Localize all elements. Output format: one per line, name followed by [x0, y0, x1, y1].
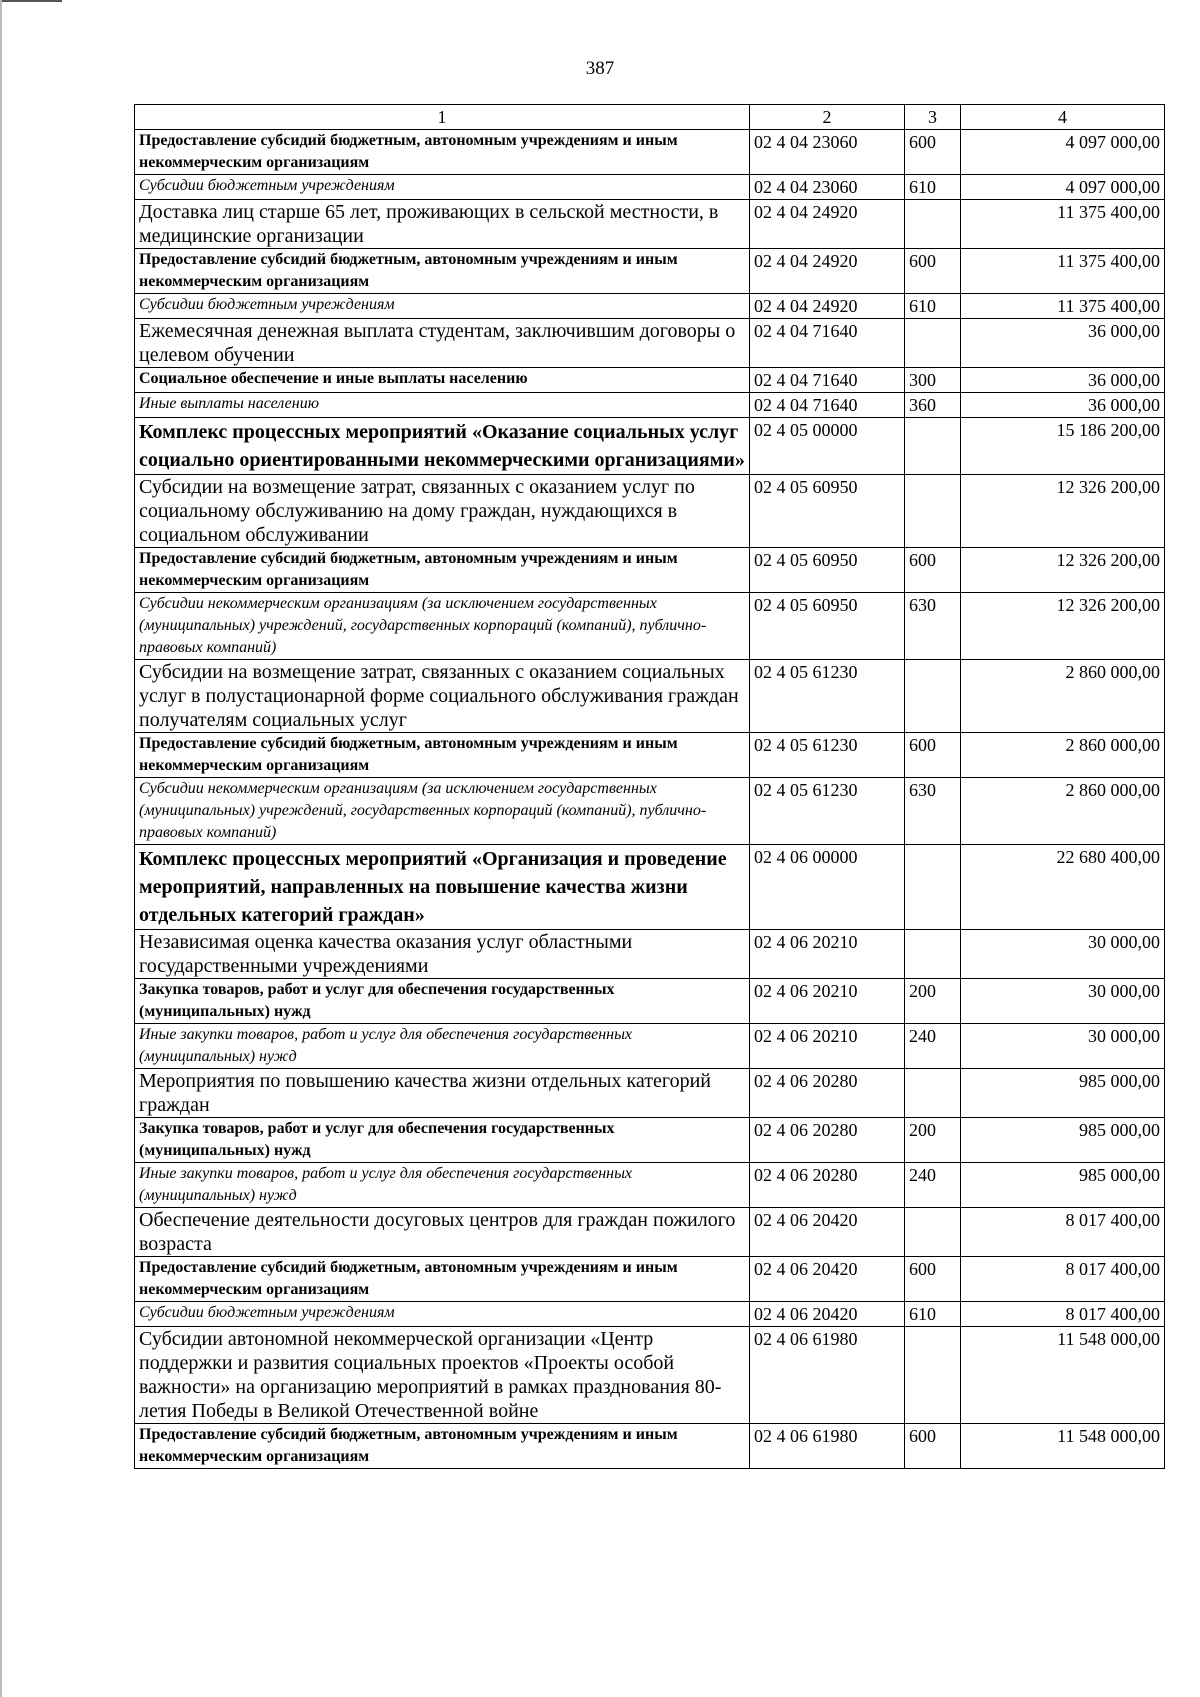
row-amount: 30 000,00 [961, 930, 1165, 979]
row-amount: 11 548 000,00 [961, 1424, 1165, 1469]
table-row [135, 660, 1165, 733]
row-amount: 12 326 200,00 [961, 593, 1165, 660]
table-row [135, 845, 1165, 930]
row-target-code: 02 4 04 71640 [750, 319, 905, 368]
row-amount: 11 548 000,00 [961, 1327, 1165, 1424]
row-expense-type: 600 [905, 1424, 961, 1469]
row-expense-type: 600 [905, 733, 961, 778]
table-row [135, 1069, 1165, 1118]
row-expense-type [905, 1327, 961, 1424]
row-amount: 4 097 000,00 [961, 175, 1165, 200]
row-amount: 15 186 200,00 [961, 418, 1165, 475]
row-description: Субсидии бюджетным учреждениям [135, 1302, 750, 1327]
row-amount: 2 860 000,00 [961, 778, 1165, 845]
row-target-code: 02 4 06 20210 [750, 979, 905, 1024]
page-number: 387 [585, 58, 615, 79]
scan-edge-left [0, 0, 2, 1697]
table-row [135, 1302, 1165, 1327]
row-description: Предоставление субсидий бюджетным, автономным учреждениям и иным некоммерческим организациям [135, 1257, 750, 1302]
row-amount: 4 097 000,00 [961, 130, 1165, 175]
row-description: Обеспечение деятельности досуговых центров для граждан пожилого возраста [135, 1208, 750, 1257]
column-header: 3 [905, 105, 961, 130]
table-row [135, 733, 1165, 778]
row-expense-type: 300 [905, 368, 961, 393]
row-amount: 11 375 400,00 [961, 200, 1165, 249]
row-target-code: 02 4 04 24920 [750, 200, 905, 249]
row-expense-type: 610 [905, 1302, 961, 1327]
column-header-row [135, 105, 1165, 130]
row-amount: 2 860 000,00 [961, 660, 1165, 733]
table-row [135, 175, 1165, 200]
column-header: 1 [135, 105, 750, 130]
row-description: Иные закупки товаров, работ и услуг для обеспечения государственных (муниципальных) нужд [135, 1024, 750, 1069]
table-row [135, 475, 1165, 548]
row-amount: 22 680 400,00 [961, 845, 1165, 930]
row-target-code: 02 4 06 20280 [750, 1069, 905, 1118]
row-expense-type: 610 [905, 175, 961, 200]
row-amount: 36 000,00 [961, 368, 1165, 393]
column-header: 4 [961, 105, 1165, 130]
row-description: Комплекс процессных мероприятий «Организация и проведение мероприятий, направленных на повышение качества жизни отдельных категорий граждан» [135, 845, 750, 930]
row-target-code: 02 4 06 20420 [750, 1257, 905, 1302]
row-description: Социальное обеспечение и иные выплаты населению [135, 368, 750, 393]
row-expense-type [905, 319, 961, 368]
row-description: Ежемесячная денежная выплата студентам, заключившим договоры о целевом обучении [135, 319, 750, 368]
row-target-code: 02 4 06 20280 [750, 1118, 905, 1163]
row-target-code: 02 4 04 71640 [750, 393, 905, 418]
row-amount: 8 017 400,00 [961, 1208, 1165, 1257]
row-target-code: 02 4 05 61230 [750, 733, 905, 778]
row-target-code: 02 4 06 20280 [750, 1163, 905, 1208]
row-amount: 11 375 400,00 [961, 294, 1165, 319]
row-amount: 8 017 400,00 [961, 1302, 1165, 1327]
row-description: Субсидии на возмещение затрат, связанных с оказанием услуг по социальному обслуживанию на дому граждан, нуждающихся в социальном обслуживании [135, 475, 750, 548]
row-target-code: 02 4 04 23060 [750, 175, 905, 200]
table-row [135, 1424, 1165, 1469]
row-amount: 11 375 400,00 [961, 249, 1165, 294]
row-description: Мероприятия по повышению качества жизни отдельных категорий граждан [135, 1069, 750, 1118]
row-description: Комплекс процессных мероприятий «Оказание социальных услуг социально ориентированными некоммерческими организациями» [135, 418, 750, 475]
row-description: Субсидии на возмещение затрат, связанных с оказанием социальных услуг в полустационарной форме социального обслуживания граждан получателям социальных услуг [135, 660, 750, 733]
table-row [135, 249, 1165, 294]
table-row [135, 1118, 1165, 1163]
scan-edge-top [0, 0, 62, 2]
row-target-code: 02 4 06 20210 [750, 930, 905, 979]
row-amount: 985 000,00 [961, 1163, 1165, 1208]
row-description: Субсидии бюджетным учреждениям [135, 175, 750, 200]
row-target-code: 02 4 04 24920 [750, 294, 905, 319]
row-expense-type: 240 [905, 1163, 961, 1208]
row-expense-type: 240 [905, 1024, 961, 1069]
row-amount: 12 326 200,00 [961, 548, 1165, 593]
row-target-code: 02 4 05 60950 [750, 475, 905, 548]
row-target-code: 02 4 05 61230 [750, 778, 905, 845]
row-expense-type [905, 200, 961, 249]
row-target-code: 02 4 06 20420 [750, 1302, 905, 1327]
row-expense-type: 600 [905, 130, 961, 175]
row-description: Субсидии некоммерческим организациям (за исключением государственных (муниципальных) учреждений, государственных корпораций (компаний), публично-правовых компаний) [135, 778, 750, 845]
row-description: Предоставление субсидий бюджетным, автономным учреждениям и иным некоммерческим организациям [135, 548, 750, 593]
row-expense-type [905, 1208, 961, 1257]
row-target-code: 02 4 06 61980 [750, 1327, 905, 1424]
row-description: Предоставление субсидий бюджетным, автономным учреждениям и иным некоммерческим организациям [135, 733, 750, 778]
row-expense-type [905, 475, 961, 548]
table-row [135, 1024, 1165, 1069]
row-description: Иные закупки товаров, работ и услуг для обеспечения государственных (муниципальных) нужд [135, 1163, 750, 1208]
row-amount: 8 017 400,00 [961, 1257, 1165, 1302]
table-row [135, 778, 1165, 845]
table-row [135, 294, 1165, 319]
row-description: Предоставление субсидий бюджетным, автономным учреждениям и иным некоммерческим организациям [135, 130, 750, 175]
row-expense-type [905, 845, 961, 930]
row-expense-type: 630 [905, 593, 961, 660]
row-description: Закупка товаров, работ и услуг для обеспечения государственных (муниципальных) нужд [135, 1118, 750, 1163]
row-expense-type: 600 [905, 1257, 961, 1302]
table-row [135, 319, 1165, 368]
table-row [135, 1163, 1165, 1208]
budget-table [134, 104, 1165, 1469]
row-target-code: 02 4 05 60950 [750, 593, 905, 660]
row-amount: 985 000,00 [961, 1118, 1165, 1163]
row-target-code: 02 4 06 20420 [750, 1208, 905, 1257]
row-amount: 36 000,00 [961, 319, 1165, 368]
table-row [135, 593, 1165, 660]
row-description: Субсидии бюджетным учреждениям [135, 294, 750, 319]
table-row [135, 1208, 1165, 1257]
table-row [135, 130, 1165, 175]
row-amount: 30 000,00 [961, 1024, 1165, 1069]
row-description: Независимая оценка качества оказания услуг областными государственными учреждениями [135, 930, 750, 979]
row-target-code: 02 4 05 60950 [750, 548, 905, 593]
row-description: Доставка лиц старше 65 лет, проживающих в сельской местности, в медицинские организации [135, 200, 750, 249]
row-amount: 30 000,00 [961, 979, 1165, 1024]
row-amount: 12 326 200,00 [961, 475, 1165, 548]
row-expense-type: 360 [905, 393, 961, 418]
row-expense-type: 630 [905, 778, 961, 845]
row-target-code: 02 4 06 61980 [750, 1424, 905, 1469]
table-row [135, 1327, 1165, 1424]
table-row [135, 368, 1165, 393]
row-expense-type: 600 [905, 548, 961, 593]
row-target-code: 02 4 06 20210 [750, 1024, 905, 1069]
column-header: 2 [750, 105, 905, 130]
row-description: Предоставление субсидий бюджетным, автономным учреждениям и иным некоммерческим организациям [135, 1424, 750, 1469]
table-row [135, 548, 1165, 593]
row-amount: 2 860 000,00 [961, 733, 1165, 778]
row-amount: 36 000,00 [961, 393, 1165, 418]
row-description: Субсидии некоммерческим организациям (за исключением государственных (муниципальных) учреждений, государственных корпораций (компаний), публично-правовых компаний) [135, 593, 750, 660]
row-expense-type [905, 660, 961, 733]
row-description: Предоставление субсидий бюджетным, автономным учреждениям и иным некоммерческим организациям [135, 249, 750, 294]
row-expense-type [905, 418, 961, 475]
row-target-code: 02 4 04 23060 [750, 130, 905, 175]
table-row [135, 200, 1165, 249]
row-target-code: 02 4 04 71640 [750, 368, 905, 393]
row-description: Закупка товаров, работ и услуг для обеспечения государственных (муниципальных) нужд [135, 979, 750, 1024]
row-target-code: 02 4 05 61230 [750, 660, 905, 733]
table-row [135, 1257, 1165, 1302]
row-expense-type [905, 930, 961, 979]
row-expense-type: 600 [905, 249, 961, 294]
row-target-code: 02 4 04 24920 [750, 249, 905, 294]
row-description: Иные выплаты населению [135, 393, 750, 418]
table-row [135, 979, 1165, 1024]
row-amount: 985 000,00 [961, 1069, 1165, 1118]
row-target-code: 02 4 06 00000 [750, 845, 905, 930]
row-description: Субсидии автономной некоммерческой организации «Центр поддержки и развития социальных проектов «Проекты особой важности» на организацию мероприятий в рамках празднования 80-летия Победы в Великой Отечественной войне [135, 1327, 750, 1424]
row-expense-type: 200 [905, 979, 961, 1024]
row-expense-type: 200 [905, 1118, 961, 1163]
row-expense-type [905, 1069, 961, 1118]
row-target-code: 02 4 05 00000 [750, 418, 905, 475]
table-row [135, 393, 1165, 418]
table-row [135, 418, 1165, 475]
row-expense-type: 610 [905, 294, 961, 319]
table-row [135, 930, 1165, 979]
